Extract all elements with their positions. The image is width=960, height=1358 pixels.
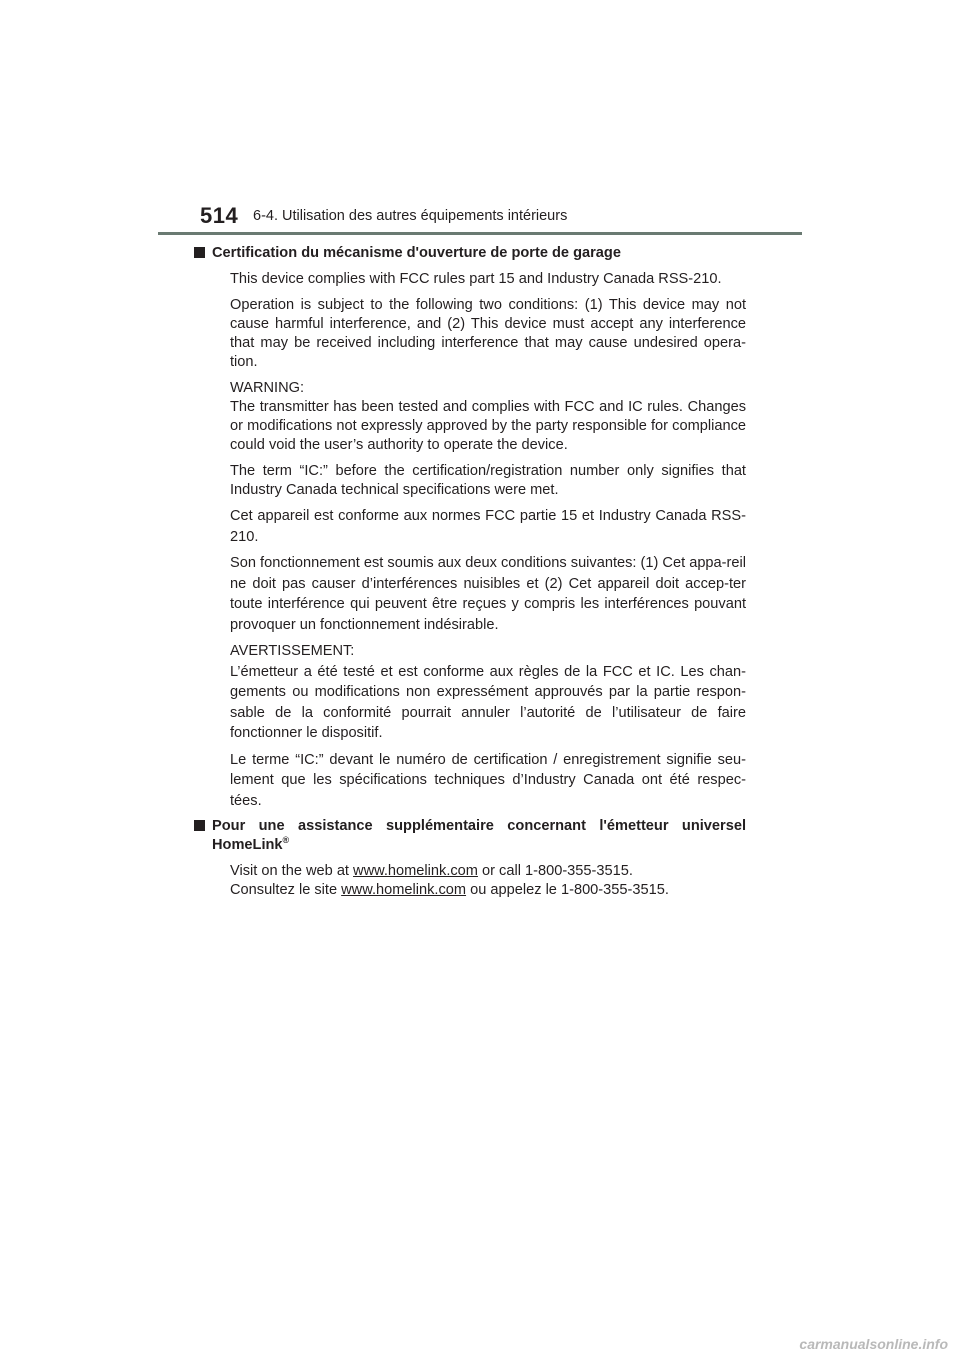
square-bullet-icon bbox=[194, 820, 205, 831]
section-heading-text: Certification du mécanisme d'ouverture de porte de garage bbox=[212, 245, 621, 261]
fr-compliance-paragraph: Cet appareil est conforme aux normes FCC partie 15 et Industry Canada RSS-210. bbox=[230, 508, 746, 545]
registered-mark: ® bbox=[282, 835, 290, 846]
fr-ic-term-paragraph: Le terme “IC:” devant le numéro de certification / enregistrement signifie seu-lement que les spécifications techniques d’Industry Canada ont été respec-tées. bbox=[230, 751, 746, 809]
fr-warning-label: AVERTISSEMENT: bbox=[230, 643, 355, 659]
section-heading-homelink bbox=[194, 817, 746, 855]
homelink-link-en[interactable]: www.homelink.com bbox=[353, 863, 478, 879]
section-body-garage-door bbox=[230, 270, 746, 811]
fcc-compliance-paragraph: This device complies with FCC rules part 15 and Industry Canada RSS-210. bbox=[230, 271, 722, 287]
fr-operation-conditions-paragraph: Son fonctionnement est soumis aux deux conditions suivantes: (1) Cet appa-reil ne doit pas causer d’interférences nuisibles et (2) Cet appareil doit accep-ter toute interférence qui peuvent être reçues y compris les interférences pouvant provoquer un fonctionnement indésirable. bbox=[230, 555, 746, 633]
warning-text: The transmitter has been tested and complies with FCC and IC rules. Changes or modifications not expressly approved by the party responsible for compliance could void the user’s authority to operate the device. bbox=[230, 399, 746, 453]
page-content bbox=[212, 244, 746, 900]
section-body-homelink bbox=[230, 862, 746, 900]
contact-en-suffix: or call 1-800-355-3515. bbox=[477, 863, 633, 879]
page-number: 514 bbox=[200, 203, 239, 228]
fr-warning-text: L’émetteur a été testé et est conforme aux règles de la FCC et IC. Les chan-gements ou modifications non expressément approuvés par la partie respon-sable de la conformité pourrait annuler l’autorité de l’utilisateur de faire fonctionner le dispositif. bbox=[230, 663, 746, 741]
homelink-contact-en bbox=[230, 862, 746, 881]
contact-fr-suffix: ou appelez le 1-800-355-3515. bbox=[466, 882, 669, 898]
header-divider bbox=[158, 232, 802, 235]
contact-en-prefix: Visit on the web at bbox=[230, 863, 354, 879]
section-heading-text: Pour une assistance supplémentaire concernant l'émetteur universel HomeLink bbox=[212, 818, 746, 853]
homelink-contact-fr bbox=[230, 881, 746, 900]
page-header bbox=[0, 0, 960, 240]
contact-fr-prefix: Consultez le site bbox=[230, 882, 342, 898]
homelink-link-fr[interactable]: www.homelink.com bbox=[341, 882, 467, 898]
square-bullet-icon bbox=[194, 247, 205, 258]
warning-label: WARNING: bbox=[230, 380, 305, 396]
chapter-title: 6-4. Utilisation des autres équipements intérieurs bbox=[253, 208, 568, 224]
site-watermark: carmanualsonline.info bbox=[799, 1336, 948, 1352]
ic-term-paragraph: The term “IC:” before the certification/registration number only signifies that Industry Canada technical specifications were met. bbox=[230, 463, 746, 498]
operation-conditions-paragraph: Operation is subject to the following two conditions: (1) This device may not cause harmful interference, and (2) This device must accept any interference that may be received including interference that may cause undesired opera-tion. bbox=[230, 297, 746, 370]
section-heading-garage-door bbox=[194, 244, 746, 263]
